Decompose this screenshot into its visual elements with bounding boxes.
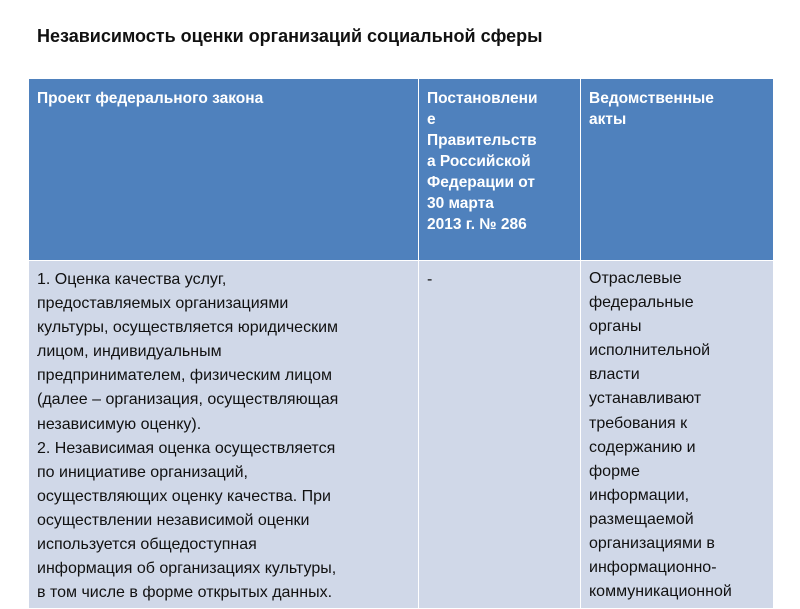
header-label: Постановлени е Правительств а Российской Федерации от 30 марта 2013 г. № 286 (427, 90, 538, 233)
header-label: Проект федерального закона (37, 90, 264, 107)
cell-departmental-acts-content (581, 261, 774, 609)
cell-text: 1. Оценка качества услуг, предоставляемых организациями культуры, осуществляется юридическим лицом, индивидуальным предпринимателем, физическим лицом (далее – организация, осуществляющая независимую оценку). 2. Независимая оценка осуществляется по инициативе организаций, осуществляющих оценку качества. При осуществлении независимой оценки используется общедоступная информация об организациях культуры, в том числе в форме открытых данных. (37, 271, 339, 602)
cell-government-decree-content (419, 261, 581, 609)
table-header-row (29, 79, 774, 261)
header-cell-draft-law (29, 79, 419, 261)
cell-text: Отраслевые федеральные органы исполнительной власти устанавливают требования к содержанию и форме информации, размещаемой организациями в информационно- коммуникационной (589, 270, 732, 601)
cell-draft-law-content (29, 261, 419, 609)
slide-title: Независимость оценки организаций социальной сферы (37, 26, 543, 46)
header-cell-departmental-acts (581, 79, 774, 261)
header-label: Ведомственные акты (589, 90, 714, 128)
table-row (29, 261, 774, 609)
comparison-table (28, 78, 774, 609)
cell-text: - (427, 271, 433, 288)
header-cell-government-decree (419, 79, 581, 261)
